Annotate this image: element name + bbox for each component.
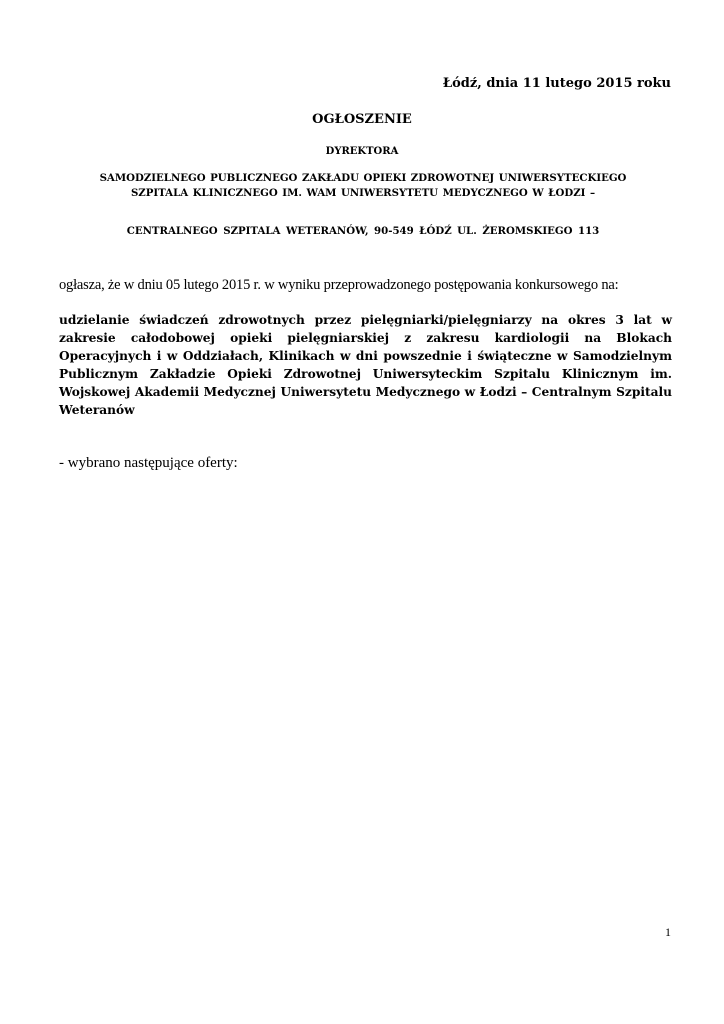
institution-name [76,171,650,201]
institution-address: CENTRALNEGO SZPITALA WETERANÓW, 90-549 ŁÓDŹ UL. ŻEROMSKIEGO 113 [126,225,600,237]
subject-paragraph: udzielanie świadczeń zdrowotnych przez pielęgniarki/pielęgniarzy na okres 3 lat w zakresie całodobowej opieki pielęgniarskiej z zakresu kardiologii na Blokach Operacyjnych i w Oddziałach, Klinikach w dni powszednie i świąteczne w Samodzielnym Publicznym Zakładzie Opieki Zdrowotnej Uniwersyteckim Szpitalu Klinicznym im. Wojskowej Akademii Medycznej Uniwersytetu Medycznego w Łodzi – Centralnym Szpitalu Weteranów [59,313,672,417]
result-bullet: - wybrano następujące oferty: [59,455,238,471]
issuer-heading: DYREKTORA [325,146,399,157]
date-line: Łódź, dnia 11 lutego 2015 roku [442,76,671,91]
announcement-heading: OGŁOSZENIE [312,112,412,127]
page-number: 1 [665,925,671,939]
institution-line-1: SAMODZIELNEGO PUBLICZNEGO ZAKŁADU OPIEKI ZDROWOTNEJ UNIWERSYTECKIEGO [99,172,627,184]
institution-line-2: SZPITALA KLINICZNEGO IM. WAM UNIWERSYTETU MEDYCZNEGO W ŁODZI – [130,187,596,199]
announcement-text: ogłasza, że w dniu 05 lutego 2015 r. w wyniku przeprowadzonego postępowania konkursowego na: [59,277,619,293]
